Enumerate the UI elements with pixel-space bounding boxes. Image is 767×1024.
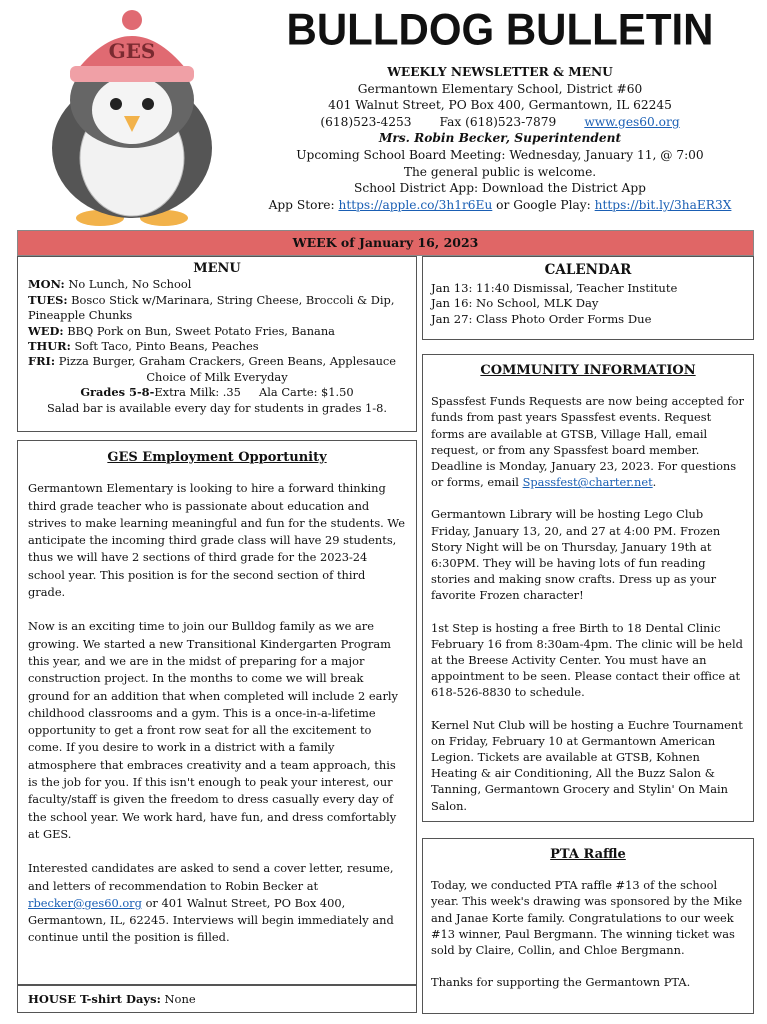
week-banner: WEEK of January 16, 2023 xyxy=(17,230,754,256)
school-fax: Fax (618)523-7879 xyxy=(439,114,557,129)
superintendent: Mrs. Robin Becker, Superintendent xyxy=(378,131,622,146)
school-name: Germantown Elementary School, District #60 xyxy=(357,81,643,96)
school-phone: (618)523-4253 xyxy=(320,114,412,129)
school-website-link[interactable]: www.ges60.org xyxy=(584,114,680,129)
google-play-link[interactable]: https://bit.ly/3haER3X xyxy=(594,197,732,212)
spassfest-email-link[interactable]: Spassfest@charter.net xyxy=(522,475,653,490)
app-links xyxy=(240,197,760,214)
menu-day-mon: MON: No Lunch, No School xyxy=(28,277,192,292)
employment-paragraph: Germantown Elementary is looking to hire a forward thinking third grade teacher who is passionate about education and strives to make learning meaningful and fun for the students. We anticipate the incoming third grade class will have 29 students, thus we will have 2 sections of third grade for the 2023-24 school year. This position is for the second section of third grade. xyxy=(28,481,405,600)
app-store-label: App Store: xyxy=(268,197,335,212)
house-tshirt-days xyxy=(17,985,417,1013)
community-paragraph: 1st Step is hosting a free Birth to 18 Dental Clinic February 16 from 8:30am-4pm. The clinic will be held at the Breese Activity Center. You must have an appointment to be seen. Please contact their office at 618-526-8830 to schedule. xyxy=(431,620,743,700)
pta-paragraph: Today, we conducted PTA raffle #13 of the school year. This week's drawing was sponsored by the Mike and Janae Korte family. Congratulations to our week #13 winner, Paul Bergmann. The winning ticket was sold by Claire, Collin, and Chloe Bergmann. xyxy=(431,878,743,958)
public-welcome: The general public is welcome. xyxy=(403,164,597,179)
mascot-text: GES xyxy=(108,39,156,63)
house-value: None xyxy=(164,992,196,1006)
pta-paragraph: Thanks for supporting the Germantown PTA. xyxy=(431,975,691,990)
employment-email-link[interactable]: rbecker@ges60.org xyxy=(28,895,142,910)
community-title: COMMUNITY INFORMATION xyxy=(480,363,696,378)
district-app: School District App: Download the District App xyxy=(354,181,646,196)
menu-day-wed: WED: BBQ Pork on Bun, Sweet Potato Fries, Banana xyxy=(28,323,335,338)
menu-prices: Grades 5-8-Extra Milk: .35 Ala Carte: $1.50 xyxy=(80,385,354,400)
community-paragraph: Spassfest Funds Requests are now being accepted for funds from past years Spassfest events. Request forms are available at GTSB, Village Hall, email request, or from any Spassfest board member. Deadline is Monday, January 23, 2023. For questions or forms, email Spassfest@charter.net. xyxy=(431,394,744,490)
employment-paragraph: Now is an exciting time to join our Bulldog family as we are growing. We started a new Transitional Kindergarten Program this year, and we are in the midst of preparing for a major construction project. In the months to come we will break ground for an addition that when completed will include 2 early childhood classrooms and a gym. This is a once-in-a-lifetime opportunity to get a front row seat for all the excitement to come. If you desire to work in a district with a family atmosphere that embraces creativity and a team approach, this is the job for you. If this isn't enough to peak your interest, our faculty/staff is given the freedom to dress casually every day of the school year. We work hard, have fun, and dress comfortably at GES. xyxy=(28,619,398,841)
menu-title: MENU xyxy=(193,261,241,276)
community-paragraph: Germantown Library will be hosting Lego Club Friday, January 13, 20, and 27 at 4:00 PM. Frozen Story Night will be on Thursday, January 19th at 6:30PM. They will be having lots of fun reading stories and making snow crafts. Dress up as your favorite Frozen character! xyxy=(431,507,721,603)
newsletter-subtitle: WEEKLY NEWSLETTER & MENU xyxy=(387,65,613,79)
calendar-event: Jan 16: No School, MLK Day xyxy=(431,296,599,311)
menu-section xyxy=(17,256,417,432)
employment-section xyxy=(17,440,417,985)
board-meeting: Upcoming School Board Meeting: Wednesday, January 11, @ 7:00 xyxy=(296,147,704,162)
pta-title: PTA Raffle xyxy=(550,847,626,862)
google-play-label: or Google Play: xyxy=(496,197,591,212)
community-paragraph: Kernel Nut Club will be hosting a Euchre Tournament on Friday, February 10 at Germantown American Legion. Tickets are available at GTSB, Kohnen Heating & air Conditioning, All the Buzz Salon & Tanning, Germantown Grocery and Stylin' On Main Salon. xyxy=(431,717,743,813)
employment-paragraph: Interested candidates are asked to send a cover letter, resume, and letters of recommendation to Robin Becker at rbecker@ges60.org or 401 Walnut Street, PO Box 400, Germantown, IL, 62245. Interviews will begin immediately and continue until the position is filled. xyxy=(28,861,394,945)
calendar-title: CALENDAR xyxy=(544,262,632,278)
school-address: 401 Walnut Street, PO Box 400, Germantown, IL 62245 xyxy=(328,98,672,113)
menu-day-thur: THUR: Soft Taco, Pinto Beans, Peaches xyxy=(28,339,259,354)
menu-day-tues: TUES: Bosco Stick w/Marinara, String Cheese, Broccoli & Dip, Pineapple Chunks xyxy=(28,292,395,323)
community-section xyxy=(422,354,754,822)
house-label: HOUSE T-shirt Days: xyxy=(28,992,161,1006)
bulldog-penguin-word-art-icon xyxy=(32,8,232,230)
employment-title: GES Employment Opportunity xyxy=(107,450,327,465)
pta-raffle-section xyxy=(422,838,754,1014)
calendar-event: Jan 13: 11:40 Dismissal, Teacher Institute xyxy=(431,280,678,295)
calendar-event: Jan 27: Class Photo Order Forms Due xyxy=(431,311,652,326)
menu-day-fri: FRI: Pizza Burger, Graham Crackers, Green Beans, Applesauce xyxy=(28,354,397,369)
newsletter-title: BULLDOG BULLETIN xyxy=(286,4,714,55)
app-store-link[interactable]: https://apple.co/3h1r6Eu xyxy=(338,197,493,212)
menu-milk: Choice of Milk Everyday xyxy=(146,369,288,384)
contact-line xyxy=(240,114,760,131)
calendar-section xyxy=(422,256,754,340)
header-info xyxy=(240,64,760,213)
menu-salad-bar: Salad bar is available every day for students in grades 1-8. xyxy=(46,400,388,415)
